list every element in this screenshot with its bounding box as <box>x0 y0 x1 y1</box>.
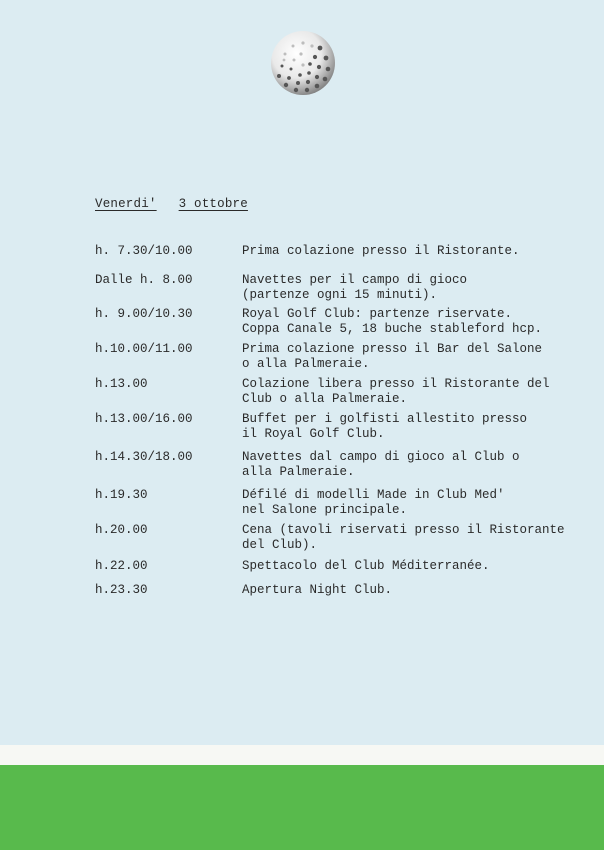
schedule-description: Prima colazione presso il Ristorante. <box>242 244 520 258</box>
schedule-time: Dalle h. 8.00 <box>95 273 193 287</box>
schedule-time: h.19.30 <box>95 488 148 502</box>
golf-ball-icon <box>270 30 336 96</box>
schedule-time: h.20.00 <box>95 523 148 537</box>
footer-green-band <box>0 765 604 850</box>
schedule-description: Prima colazione presso il Bar del Salone o alla Palmeraie. <box>242 342 543 371</box>
schedule-row <box>95 412 575 450</box>
schedule-description: Spettacolo del Club Méditerranée. <box>242 559 490 573</box>
schedule-time: h.13.00 <box>95 377 148 391</box>
schedule-row <box>95 488 575 523</box>
schedule-row <box>95 307 575 342</box>
schedule-row <box>95 244 575 273</box>
schedule-description: Royal Golf Club: partenze riservate. Coppa Canale 5, 18 buche stableford hcp. <box>242 307 543 336</box>
footer-strip <box>0 745 604 765</box>
schedule-time: h.23.30 <box>95 583 148 597</box>
schedule-row <box>95 342 575 377</box>
schedule-list <box>95 244 575 603</box>
schedule-time: h.22.00 <box>95 559 148 573</box>
schedule-description: Apertura Night Club. <box>242 583 393 597</box>
schedule-row <box>95 377 575 412</box>
heading-date: 3 ottobre <box>178 197 248 211</box>
schedule-row <box>95 559 575 583</box>
schedule-description: Défilé di modelli Made in Club Med' nel Salone principale. <box>242 488 505 517</box>
schedule-time: h.13.00/16.00 <box>95 412 193 426</box>
schedule-description: Buffet per i golfisti allestito presso il Royal Golf Club. <box>242 412 528 441</box>
schedule-description: Navettes per il campo di gioco (partenze ogni 15 minuti). <box>242 273 468 302</box>
schedule-row <box>95 583 575 603</box>
schedule-description: Navettes dal campo di gioco al Club o alla Palmeraie. <box>242 450 520 479</box>
schedule-row <box>95 273 575 307</box>
schedule-description: Cena (tavoli riservati presso il Ristorante del Club). <box>242 523 565 552</box>
schedule-time: h. 9.00/10.30 <box>95 307 193 321</box>
page-heading <box>95 197 248 211</box>
schedule-time: h.10.00/11.00 <box>95 342 193 356</box>
schedule-row <box>95 450 575 488</box>
schedule-time: h.14.30/18.00 <box>95 450 193 464</box>
heading-day: Venerdi' <box>95 197 157 211</box>
schedule-time: h. 7.30/10.00 <box>95 244 193 258</box>
schedule-row <box>95 523 575 559</box>
schedule-description: Colazione libera presso il Ristorante del Club o alla Palmeraie. <box>242 377 550 406</box>
